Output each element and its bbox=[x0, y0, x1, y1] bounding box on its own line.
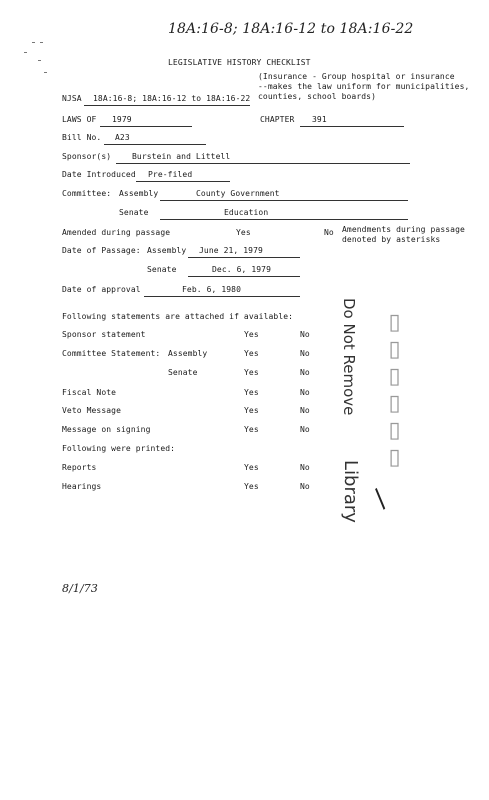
amended-label: Amended during passage bbox=[62, 228, 171, 237]
statement-committee-senate-yes: Yes bbox=[244, 368, 259, 377]
approval-value: Feb. 6, 1980 bbox=[182, 285, 241, 294]
chapter-label: CHAPTER bbox=[260, 115, 295, 124]
statement-sponsor: Sponsor statement bbox=[62, 330, 146, 339]
committee-senate-value: Education bbox=[224, 208, 269, 217]
statement-fiscal-note-no: No bbox=[300, 388, 310, 397]
passage-label: Date of Passage: bbox=[62, 246, 141, 255]
library-stamp-faint: ▯▯▯▯▯▯ bbox=[382, 310, 407, 472]
passage-assembly-value: June 21, 1979 bbox=[199, 246, 263, 255]
stamp-slash-mark: / bbox=[367, 484, 394, 514]
statement-sponsor-no: No bbox=[300, 330, 310, 339]
committee-assembly-label: Assembly bbox=[119, 189, 159, 198]
statement-committee: Committee Statement: bbox=[62, 349, 161, 358]
passage-senate-value: Dec. 6, 1979 bbox=[212, 265, 271, 274]
statement-veto-message-yes: Yes bbox=[244, 406, 259, 415]
njsa-label: NJSA bbox=[62, 94, 82, 103]
printed-hearings-yes: Yes bbox=[244, 482, 259, 491]
statement-fiscal-note: Fiscal Note bbox=[62, 388, 117, 397]
footer-initials: 8/1/73 bbox=[62, 582, 99, 595]
amended-yes: Yes bbox=[236, 228, 251, 237]
approval-label: Date of approval bbox=[62, 285, 141, 294]
date-introduced-label: Date Introduced bbox=[62, 170, 136, 179]
statement-message-signing-yes: Yes bbox=[244, 425, 259, 434]
laws-of-label: LAWS OF bbox=[62, 115, 97, 124]
library-stamp-line2: Library bbox=[340, 460, 361, 523]
statement-committee-senate-no: No bbox=[300, 368, 310, 377]
statement-sponsor-yes: Yes bbox=[244, 330, 259, 339]
printed-heading: Following were printed: bbox=[62, 444, 176, 453]
passage-assembly-label: Assembly bbox=[147, 246, 187, 255]
amended-mark: No bbox=[324, 228, 334, 237]
statement-committee-senate: Senate bbox=[168, 368, 198, 377]
statement-fiscal-note-yes: Yes bbox=[244, 388, 259, 397]
statement-committee-assembly-no: No bbox=[300, 349, 310, 358]
statement-message-signing: Message on signing bbox=[62, 425, 151, 434]
statement-veto-message: Veto Message bbox=[62, 406, 121, 415]
attached-heading: Following statements are attached if available: bbox=[62, 312, 294, 321]
njsa-value: 18A:16-8; 18A:16-12 to 18A:16-22 bbox=[93, 94, 251, 103]
sponsor-value: Burstein and Littell bbox=[132, 152, 231, 161]
sponsor-label: Sponsor(s) bbox=[62, 152, 112, 161]
amended-note: Amendments during passage denoted by asterisks bbox=[342, 225, 465, 244]
subject-description: (Insurance - Group hospital or insurance --makes the law uniform for municipalities, counties, school boards) bbox=[258, 72, 470, 101]
statement-veto-message-no: No bbox=[300, 406, 310, 415]
printed-reports: Reports bbox=[62, 463, 97, 472]
bill-label: Bill No. bbox=[62, 133, 102, 142]
date-introduced-value: Pre-filed bbox=[148, 170, 193, 179]
statement-committee-assembly-yes: Yes bbox=[244, 349, 259, 358]
printed-hearings-no: No bbox=[300, 482, 310, 491]
chapter-value: 391 bbox=[312, 115, 327, 124]
printed-hearings: Hearings bbox=[62, 482, 102, 491]
printed-reports-no: No bbox=[300, 463, 310, 472]
library-stamp-line1: Do Not Remove bbox=[340, 298, 358, 416]
committee-senate-label: Senate bbox=[119, 208, 149, 217]
statement-committee-assembly: Assembly bbox=[168, 349, 208, 358]
statement-message-signing-no: No bbox=[300, 425, 310, 434]
committee-label: Committee: bbox=[62, 189, 112, 198]
laws-of-value: 1979 bbox=[112, 115, 132, 124]
committee-assembly-value: County Government bbox=[196, 189, 280, 198]
handwritten-header: 18A:16-8; 18A:16-12 to 18A:16-22 bbox=[168, 21, 414, 37]
printed-reports-yes: Yes bbox=[244, 463, 259, 472]
page-title: LEGISLATIVE HISTORY CHECKLIST bbox=[168, 58, 311, 67]
passage-senate-label: Senate bbox=[147, 265, 177, 274]
bill-value: A23 bbox=[115, 133, 130, 142]
